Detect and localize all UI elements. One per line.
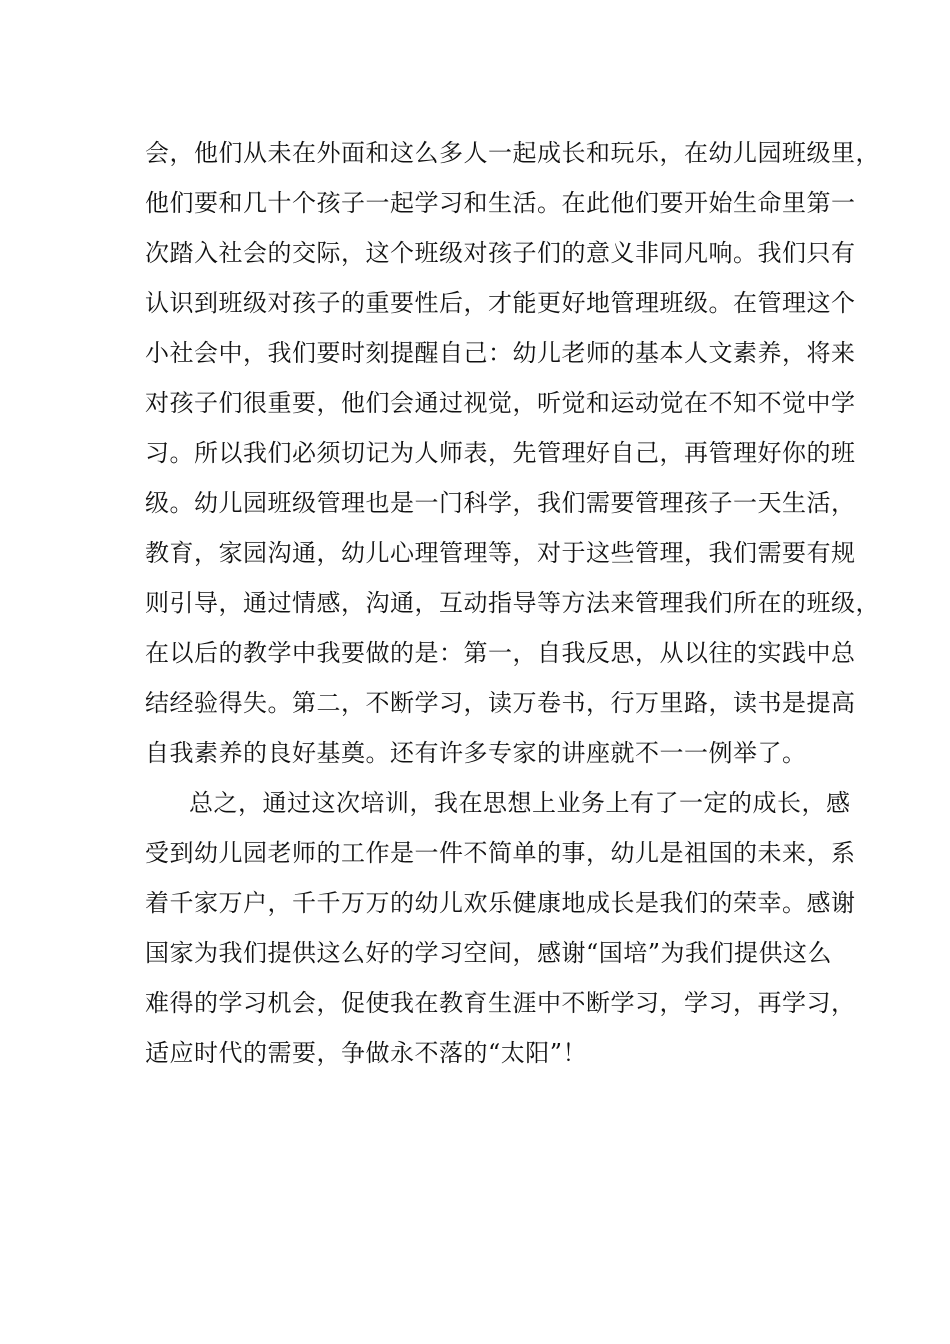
text-line: 受到幼儿园老师的工作是一件不简单的事，幼儿是祖国的未来，系 bbox=[145, 839, 856, 867]
text-line: 他们要和几十个孩子一起学习和生活。在此他们要开始生命里第一 bbox=[145, 189, 856, 217]
text-line: 结经验得失。第二，不断学习，读万卷书，行万里路，读书是提高 bbox=[145, 689, 856, 717]
text-line: 难得的学习机会，促使我在教育生涯中不断学习，学习，再学习， bbox=[145, 989, 856, 1017]
text-line: 着千家万户，千千万万的幼儿欢乐健康地成长是我们的荣幸。感谢 bbox=[145, 889, 856, 917]
text-line: 在以后的教学中我要做的是：第一，自我反思，从以往的实践中总 bbox=[145, 639, 856, 667]
text-line: 级。幼儿园班级管理也是一门科学，我们需要管理孩子一天生活， bbox=[145, 489, 856, 517]
text-line: 教育，家园沟通，幼儿心理管理等，对于这些管理，我们需要有规 bbox=[145, 539, 856, 567]
text-line: 对孩子们很重要，他们会通过视觉，听觉和运动觉在不知不觉中学 bbox=[145, 389, 856, 417]
text-line: 小社会中，我们要时刻提醒自己：幼儿老师的基本人文素养，将来 bbox=[145, 339, 856, 367]
text-line: 会，他们从未在外面和这么多人一起成长和玩乐，在幼儿园班级里， bbox=[145, 139, 880, 167]
text-line-indented: 总之，通过这次培训，我在思想上业务上有了一定的成长，感 bbox=[189, 789, 851, 817]
body-text bbox=[145, 128, 880, 1078]
text-line: 国家为我们提供这么好的学习空间，感谢“国培”为我们提供这么 bbox=[145, 939, 833, 967]
text-line: 认识到班级对孩子的重要性后，才能更好地管理班级。在管理这个 bbox=[145, 289, 856, 317]
text-line: 习。所以我们必须切记为人师表，先管理好自己，再管理好你的班 bbox=[145, 439, 856, 467]
text-line: 则引导，通过情感，沟通，互动指导等方法来管理我们所在的班级， bbox=[145, 589, 880, 617]
text-line: 适应时代的需要，争做永不落的“太阳”！ bbox=[145, 1039, 588, 1067]
paragraph-2 bbox=[145, 778, 856, 1078]
paragraph-1 bbox=[145, 128, 880, 778]
text-line: 次踏入社会的交际，这个班级对孩子们的意义非同凡响。我们只有 bbox=[145, 239, 856, 267]
text-line: 自我素养的良好基奠。还有许多专家的讲座就不一一例举了。 bbox=[145, 739, 807, 767]
